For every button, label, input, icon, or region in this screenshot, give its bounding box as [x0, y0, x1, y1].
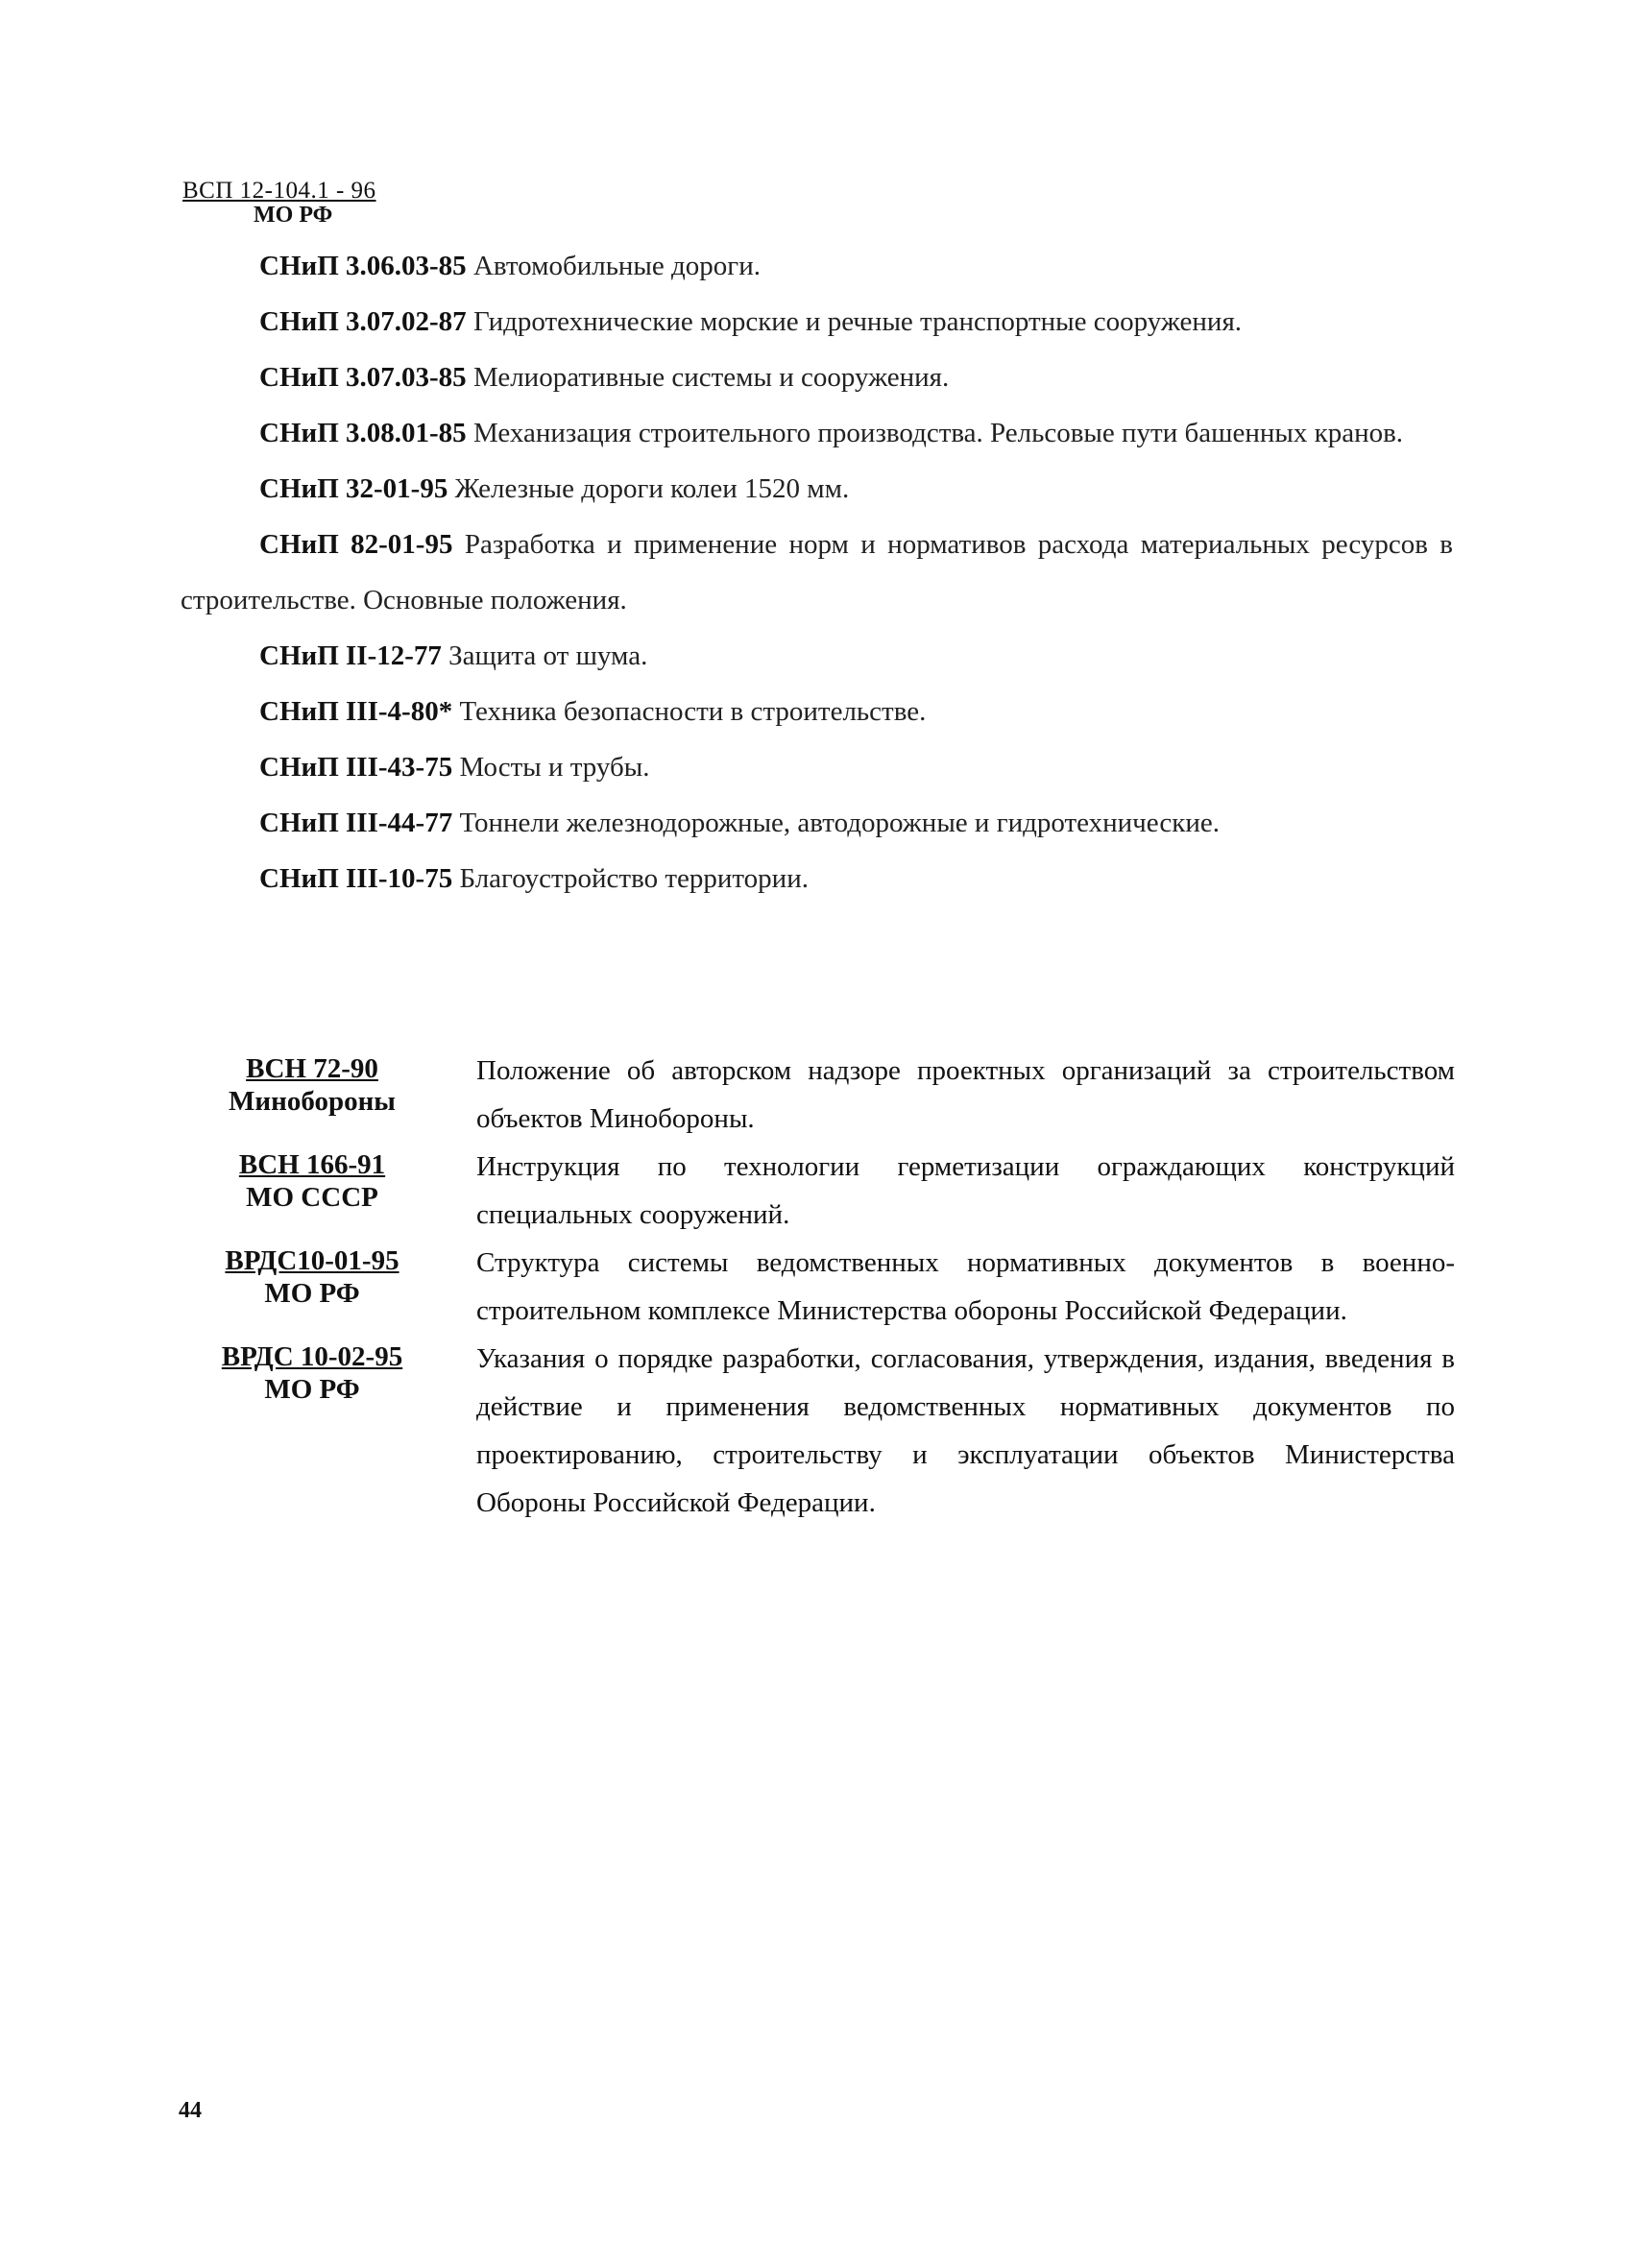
reference-title: Железные дороги колеи 1520 мм. [454, 473, 850, 504]
reference-item [181, 684, 1453, 739]
reference-title: Благоустройство территории. [459, 863, 809, 894]
issuing-authority: МО РФ [264, 1278, 360, 1309]
document-description: Положение об авторском надзоре проектных организаций за строительством объектов Минобороны. [476, 1055, 1455, 1134]
issuing-authority: МО РФ [264, 1374, 360, 1405]
regulatory-documents-table [182, 1047, 1455, 1527]
page-header [182, 179, 376, 228]
document-designation: ВСН 166-91 [238, 1149, 386, 1180]
table-row [182, 1239, 1455, 1335]
page-number: 44 [179, 2098, 202, 2123]
reference-code: СНиП III-10-75 [259, 863, 453, 894]
document-designation-cell [182, 1239, 442, 1335]
table-row [182, 1143, 1455, 1239]
document-description: Инструкция по технологии герметизации ограждающих конструкций специальных сооружений. [476, 1151, 1455, 1230]
reference-code: СНиП 82-01-95 [259, 529, 453, 560]
reference-code: СНиП 3.06.03-85 [259, 251, 467, 281]
reference-title: Разработка и применение норм и нормативов расхода материальных ресурсов в строительстве. Основные положения. [181, 529, 1453, 615]
reference-title: Гидротехнические морские и речные транспортные сооружения. [472, 306, 1243, 337]
reference-code: СНиП III-43-75 [259, 752, 453, 783]
reference-item [181, 294, 1453, 350]
document-organization: МО РФ [254, 203, 333, 229]
reference-title: Механизация строительного производства. Рельсовые пути башенных кранов. [472, 418, 1404, 448]
reference-item [181, 628, 1453, 684]
document-designation: ВРДС 10-02-95 [221, 1341, 403, 1372]
reference-item [181, 739, 1453, 795]
reference-code: СНиП 3.07.02-87 [259, 306, 467, 337]
reference-code: СНиП III-44-77 [259, 808, 453, 838]
reference-item [181, 405, 1453, 461]
reference-code: СНиП III-4-80* [259, 696, 453, 727]
document-description: Структура системы ведомственных нормативных документов в военно-строительном комплексе Министерства обороны Российской Федерации. [476, 1247, 1455, 1326]
document-designation: ВРДС10-01-95 [225, 1245, 399, 1276]
reference-item [181, 795, 1453, 851]
reference-title: Тоннели железнодорожные, автодорожные и гидротехнические. [459, 808, 1220, 838]
snip-reference-list [181, 238, 1453, 906]
document-code: ВСП 12-104.1 - 96 [182, 178, 376, 204]
reference-item [181, 461, 1453, 517]
reference-title: Защита от шума. [448, 640, 648, 671]
table-row [182, 1047, 1455, 1143]
reference-code: СНиП 3.07.03-85 [259, 362, 467, 393]
document-designation: ВСН 72-90 [246, 1053, 378, 1084]
reference-item [181, 851, 1453, 906]
reference-title: Мосты и трубы. [459, 752, 650, 783]
reference-title: Техника безопасности в строительстве. [459, 696, 927, 727]
reference-title: Автомобильные дороги. [472, 251, 761, 281]
document-designation-cell [182, 1335, 442, 1527]
reference-title: Мелиоративные системы и сооружения. [472, 362, 950, 393]
document-description: Указания о порядке разработки, согласования, утверждения, издания, введения в действие и применения ведомственных нормативных документов по проектированию, строительству и эксплуатации объектов Министерства Обороны Российской Федерации. [476, 1343, 1455, 1518]
reference-code: СНиП 32-01-95 [259, 473, 448, 504]
reference-item [181, 238, 1453, 294]
table-row [182, 1335, 1455, 1527]
reference-code: СНиП 3.08.01-85 [259, 418, 467, 448]
reference-item [181, 517, 1453, 628]
issuing-authority: Минобороны [229, 1086, 396, 1117]
issuing-authority: МО СССР [246, 1182, 378, 1213]
document-designation-cell [182, 1143, 442, 1239]
reference-code: СНиП II-12-77 [259, 640, 442, 671]
document-designation-cell [182, 1047, 442, 1143]
reference-item [181, 350, 1453, 405]
